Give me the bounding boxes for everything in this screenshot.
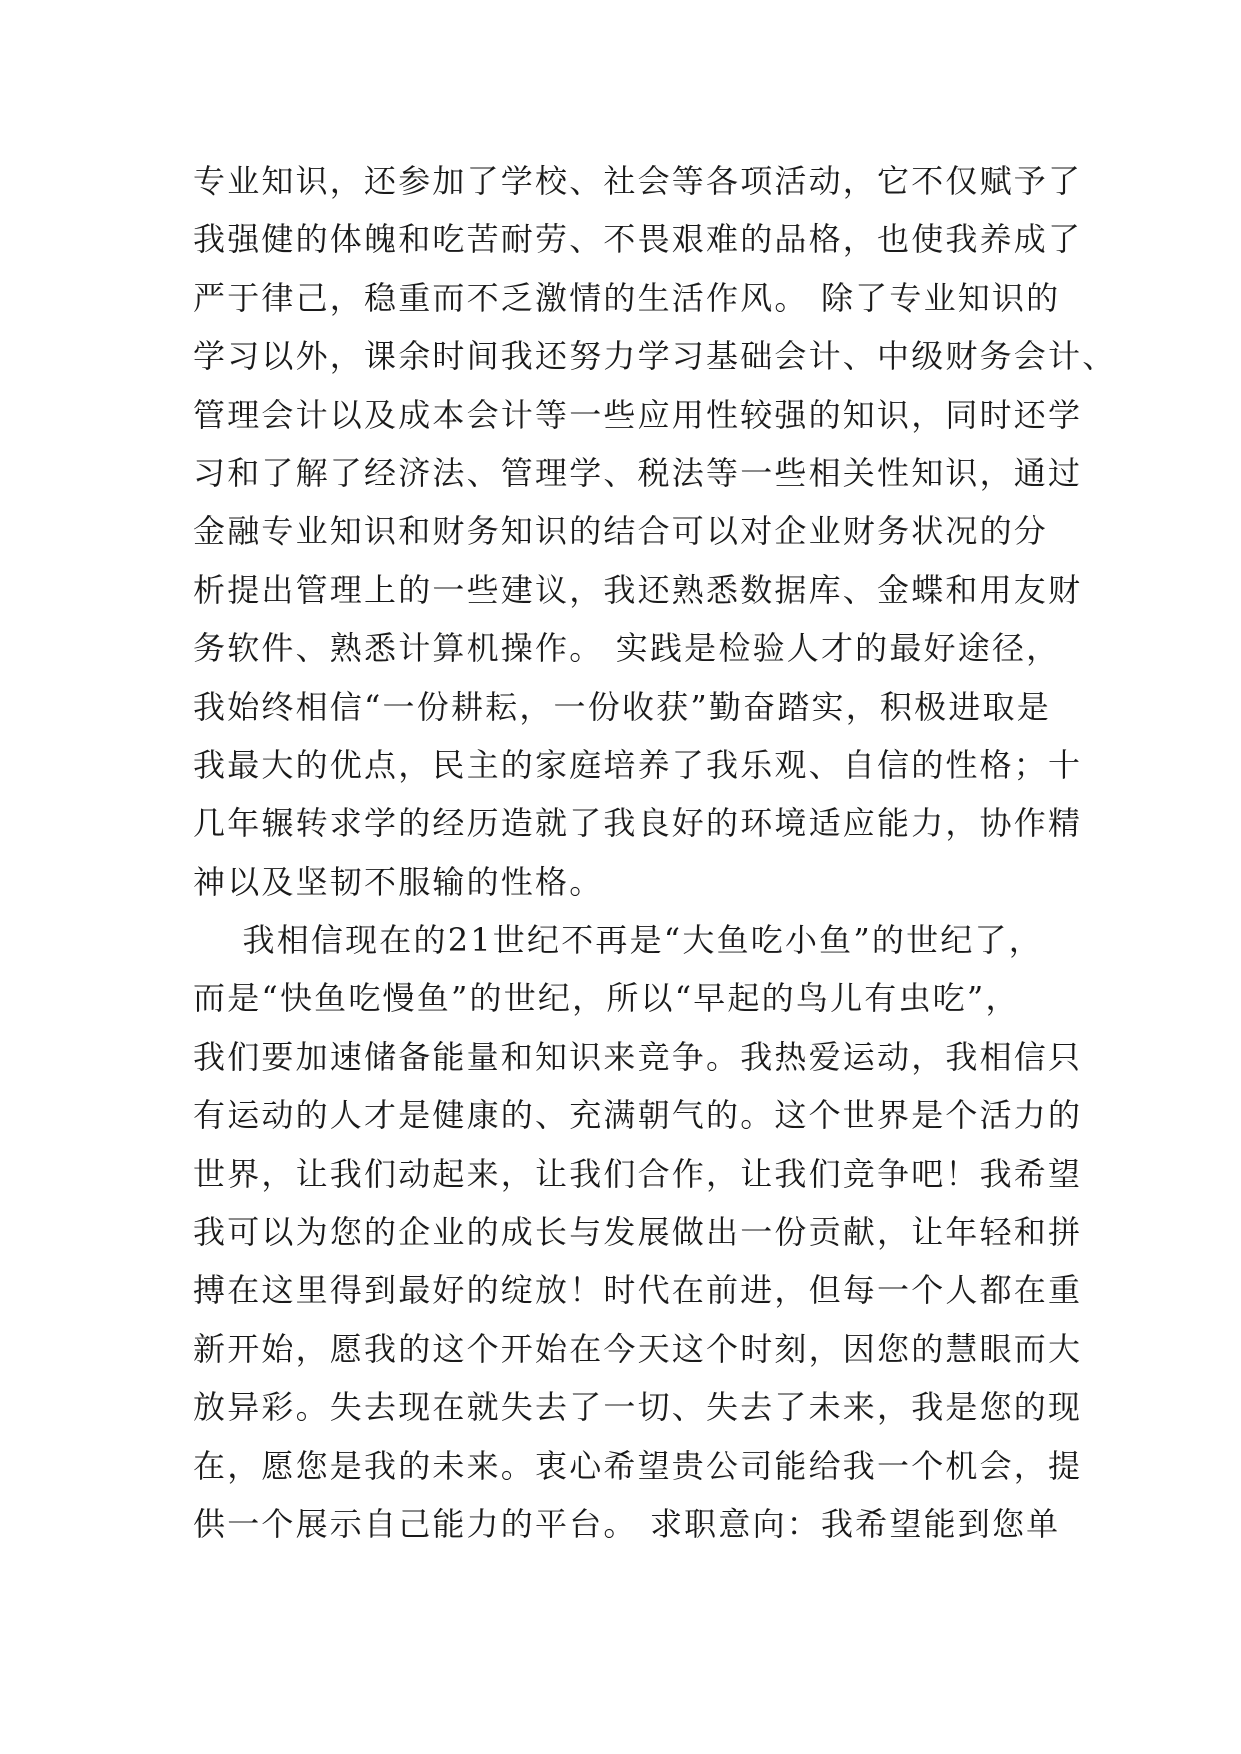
text-line: 务软件、熟悉计算机操作。 实践是检验人才的最好途径， [193,629,1061,668]
body-text [193,152,1117,1553]
text-line: 金融专业知识和财务知识的结合可以对企业财务状况的分 [193,512,1049,551]
text-line: 供一个展示自己能力的平台。 求职意向：我希望能到您单 [193,1504,1061,1543]
text-line: 我们要加速储备能量和知识来竞争。我热爱运动，我相信只 [193,1037,1083,1076]
text-line: 在，愿您是我的未来。衷心希望贵公司能给我一个机会，提 [193,1446,1083,1485]
text-line: 放异彩。失去现在就失去了一切、失去了未来，我是您的现 [193,1388,1083,1427]
text-line: 我相信现在的21世纪不再是“大鱼吃小鱼”的世纪了， [193,921,1043,960]
text-line: 管理会计以及成本会计等一些应用性较强的知识，同时还学 [193,395,1083,434]
text-line: 世界，让我们动起来，让我们合作，让我们竞争吧！我希望 [193,1154,1083,1193]
text-line: 新开始，愿我的这个开始在今天这个时刻，因您的慧眼而大 [193,1329,1083,1368]
text-line: 我始终相信“一份耕耘，一份收获”勤奋踏实，积极进取是 [193,687,1051,726]
text-line: 习和了解了经济法、管理学、税法等一些相关性知识，通过 [193,453,1083,492]
text-line: 搏在这里得到最好的绽放！时代在前进，但每一个人都在重 [193,1271,1083,1310]
text-line: 析提出管理上的一些建议，我还熟悉数据库、金蝶和用友财 [193,570,1083,609]
text-line: 专业知识，还参加了学校、社会等各项活动，它不仅赋予了 [193,162,1083,200]
text-line: 而是“快鱼吃慢鱼”的世纪，所以“早起的鸟儿有虫吃”， [193,979,1020,1018]
text-line: 严于律己，稳重而不乏激情的生活作风。 除了专业知识的 [193,278,1061,317]
text-line: 有运动的人才是健康的、充满朝气的。这个世界是个活力的 [193,1096,1083,1135]
text-line: 几年辗转求学的经历造就了我良好的环境适应能力，协作精 [193,804,1083,843]
text-line: 学习以外，课余时间我还努力学习基础会计、中级财务会计、 [193,337,1117,376]
text-line: 神以及坚韧不服输的性格。 [193,862,604,901]
text-line: 我最大的优点，民主的家庭培养了我乐观、自信的性格；十 [193,745,1083,784]
text-line: 我可以为您的企业的成长与发展做出一份贡献，让年轻和拼 [193,1213,1083,1252]
text-line: 我强健的体魄和吃苦耐劳、不畏艰难的品格，也使我养成了 [193,220,1083,259]
